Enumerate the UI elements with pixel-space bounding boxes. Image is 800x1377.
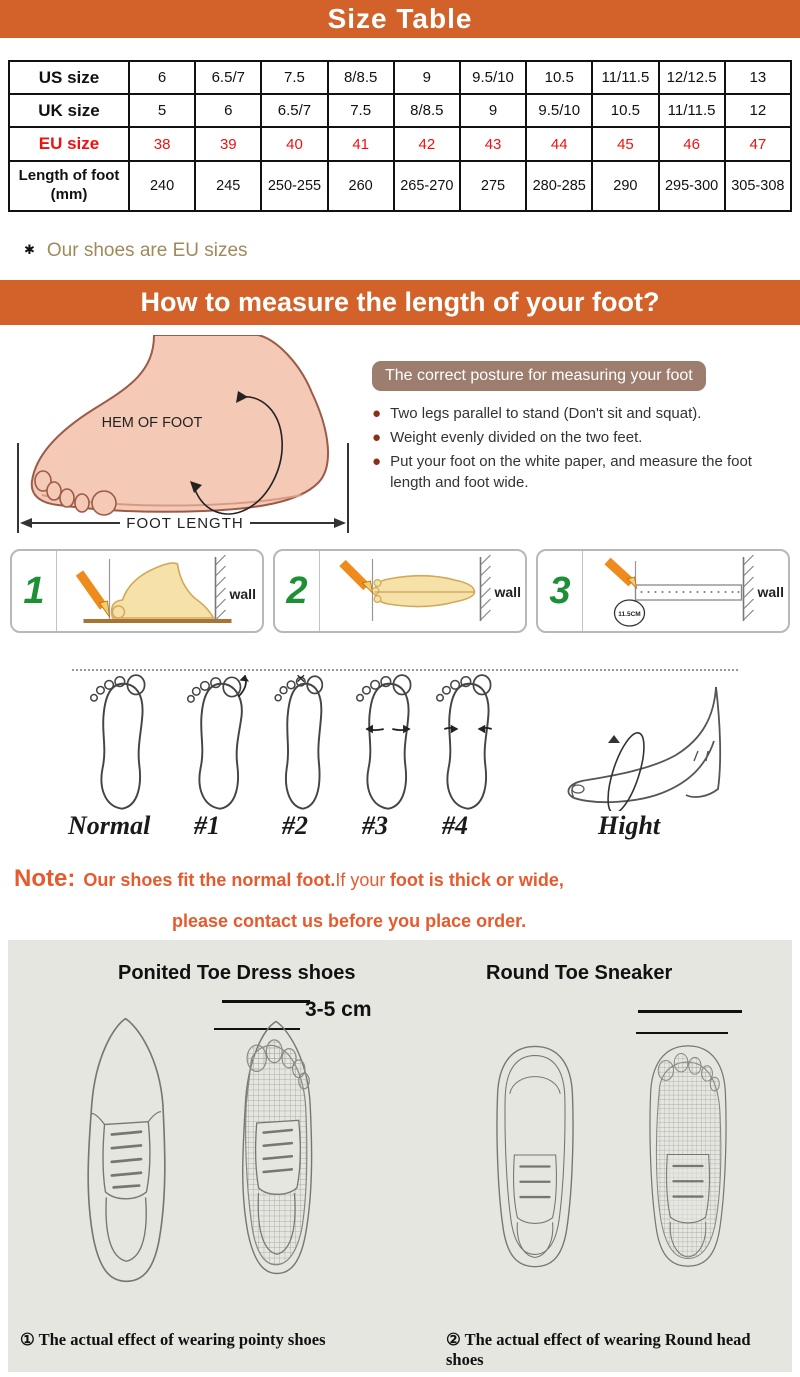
bullet-text: Two legs parallel to stand (Don't sit and squat).	[390, 405, 702, 422]
posture-bullets	[372, 403, 790, 493]
bullet-text: Put your foot on the white paper, and measure the foot length and foot wide.	[390, 453, 752, 491]
table-cell: 47	[725, 127, 791, 161]
shoe-fit-section	[8, 940, 792, 1372]
table-cell: 7.5	[328, 94, 394, 127]
note-prefix: Note:	[14, 865, 76, 892]
table-cell: 41	[328, 127, 394, 161]
list-item	[372, 403, 790, 424]
table-cell: 11/11.5	[592, 61, 658, 94]
size-table-title: Size Table	[327, 3, 473, 34]
note-line2: please contact us before you place order.	[172, 911, 527, 931]
pointed-shoe-caption: ① The actual effect of wearing pointy shoes	[20, 1330, 326, 1349]
eu-sizes-note-text: Our shoes are EU sizes	[46, 240, 248, 261]
table-cell: 5	[129, 94, 195, 127]
bullet-icon: ●	[372, 453, 382, 470]
round-shoe-title: Round Toe Sneaker	[486, 962, 673, 984]
note-text-regular: If your	[335, 870, 386, 890]
list-item	[372, 451, 790, 493]
row-label: EU size	[9, 127, 129, 161]
footprint-label: #1	[194, 811, 220, 840]
foot-in-pointed-shoe	[206, 990, 346, 1305]
wall-label: wall	[229, 586, 256, 602]
table-row	[9, 161, 791, 211]
table-cell: 39	[195, 127, 261, 161]
footprint-1	[172, 673, 268, 813]
table-cell: 10.5	[526, 61, 592, 94]
size-table-banner	[0, 0, 800, 38]
table-cell: 13	[725, 61, 791, 94]
note-text-bold: Our shoes fit the normal foot.	[83, 870, 336, 890]
table-cell: 275	[460, 161, 526, 211]
table-cell: 42	[394, 127, 460, 161]
table-cell: 6.5/7	[261, 94, 327, 127]
table-cell: 46	[659, 127, 725, 161]
table-row	[9, 127, 791, 161]
footprint-3	[342, 673, 434, 813]
fit-note	[14, 865, 800, 932]
footprint-normal	[74, 673, 170, 813]
table-cell: 45	[592, 127, 658, 161]
footprint-label: #2	[282, 811, 308, 840]
gap-label: 3-5 cm	[305, 998, 372, 1021]
row-label: Length of foot (mm)	[9, 161, 129, 211]
table-cell: 305-308	[725, 161, 791, 211]
table-cell: 240	[129, 161, 195, 211]
table-row	[9, 61, 791, 94]
table-cell: 40	[261, 127, 327, 161]
table-cell: 44	[526, 127, 592, 161]
table-cell: 265-270	[394, 161, 460, 211]
table-cell: 280-285	[526, 161, 592, 211]
table-cell: 9	[394, 61, 460, 94]
row-label: UK size	[9, 94, 129, 127]
table-cell: 43	[460, 127, 526, 161]
table-cell: 8/8.5	[328, 61, 394, 94]
footprint-label: Normal	[68, 811, 151, 840]
pointed-shoe-outline	[48, 995, 203, 1305]
table-cell: 6	[129, 61, 195, 94]
posture-title: The correct posture for measuring your foot	[372, 361, 706, 391]
row-label: US size	[9, 61, 129, 94]
note-text-bold: foot is thick or wide,	[389, 870, 564, 890]
foot-types-section	[0, 643, 800, 855]
table-cell: 6.5/7	[195, 61, 261, 94]
asterisk-icon: ✱	[24, 242, 35, 257]
posture-panel	[372, 361, 790, 496]
footprint-label: #3	[362, 811, 388, 840]
measure-steps	[10, 549, 790, 633]
table-cell: 9.5/10	[526, 94, 592, 127]
eu-sizes-note	[24, 240, 800, 262]
table-cell: 11/11.5	[659, 94, 725, 127]
bullet-icon: ●	[372, 429, 382, 446]
step-1-illustration	[57, 551, 262, 631]
step-1-panel	[10, 549, 264, 633]
size-conversion-table	[8, 60, 792, 212]
table-cell: 12	[725, 94, 791, 127]
step-2-panel	[273, 549, 527, 633]
step-number: 3	[538, 551, 583, 631]
hem-of-foot-label: HEM OF FOOT	[101, 415, 203, 431]
table-cell: 9	[460, 94, 526, 127]
round-sneaker-outline	[470, 1005, 600, 1305]
step-2-illustration	[320, 551, 525, 631]
wall-label: wall	[757, 584, 784, 600]
footprint-4	[422, 673, 514, 813]
table-row	[9, 94, 791, 127]
step-number: 1	[12, 551, 57, 631]
table-cell: 6	[195, 94, 261, 127]
footprint-2	[262, 673, 346, 813]
foot-hight-illustration	[548, 681, 738, 811]
footprint-label: #4	[442, 811, 468, 840]
table-cell: 295-300	[659, 161, 725, 211]
table-cell: 8/8.5	[394, 94, 460, 127]
wall-label: wall	[494, 584, 521, 600]
foot-in-round-sneaker	[623, 1002, 753, 1307]
step-3-illustration	[583, 551, 788, 631]
foot-measure-illustration	[2, 335, 364, 539]
step-number: 2	[275, 551, 320, 631]
foot-length-label: FOOT LENGTH	[126, 515, 244, 532]
footprint-label: Hight	[598, 811, 661, 840]
how-to-banner	[0, 280, 800, 325]
table-cell: 250-255	[261, 161, 327, 211]
toe-alignment-dotted-line	[72, 669, 738, 671]
table-cell: 9.5/10	[460, 61, 526, 94]
table-cell: 10.5	[592, 94, 658, 127]
size-conversion-table-wrap	[8, 60, 792, 212]
step-3-panel	[536, 549, 790, 633]
measure-section	[0, 329, 800, 541]
pointed-shoe-title: Ponited Toe Dress shoes	[118, 962, 356, 984]
how-to-title: How to measure the length of your foot?	[140, 287, 660, 317]
ruler-value-label: 11.5CM	[618, 611, 641, 618]
list-item	[372, 427, 790, 448]
table-cell: 7.5	[261, 61, 327, 94]
table-cell: 245	[195, 161, 261, 211]
bullet-text: Weight evenly divided on the two feet.	[390, 429, 643, 446]
round-shoe-caption: ② The actual effect of wearing Round head shoes	[446, 1330, 751, 1369]
table-cell: 38	[129, 127, 195, 161]
table-cell: 12/12.5	[659, 61, 725, 94]
table-cell: 290	[592, 161, 658, 211]
table-cell: 260	[328, 161, 394, 211]
bullet-icon: ●	[372, 405, 382, 422]
